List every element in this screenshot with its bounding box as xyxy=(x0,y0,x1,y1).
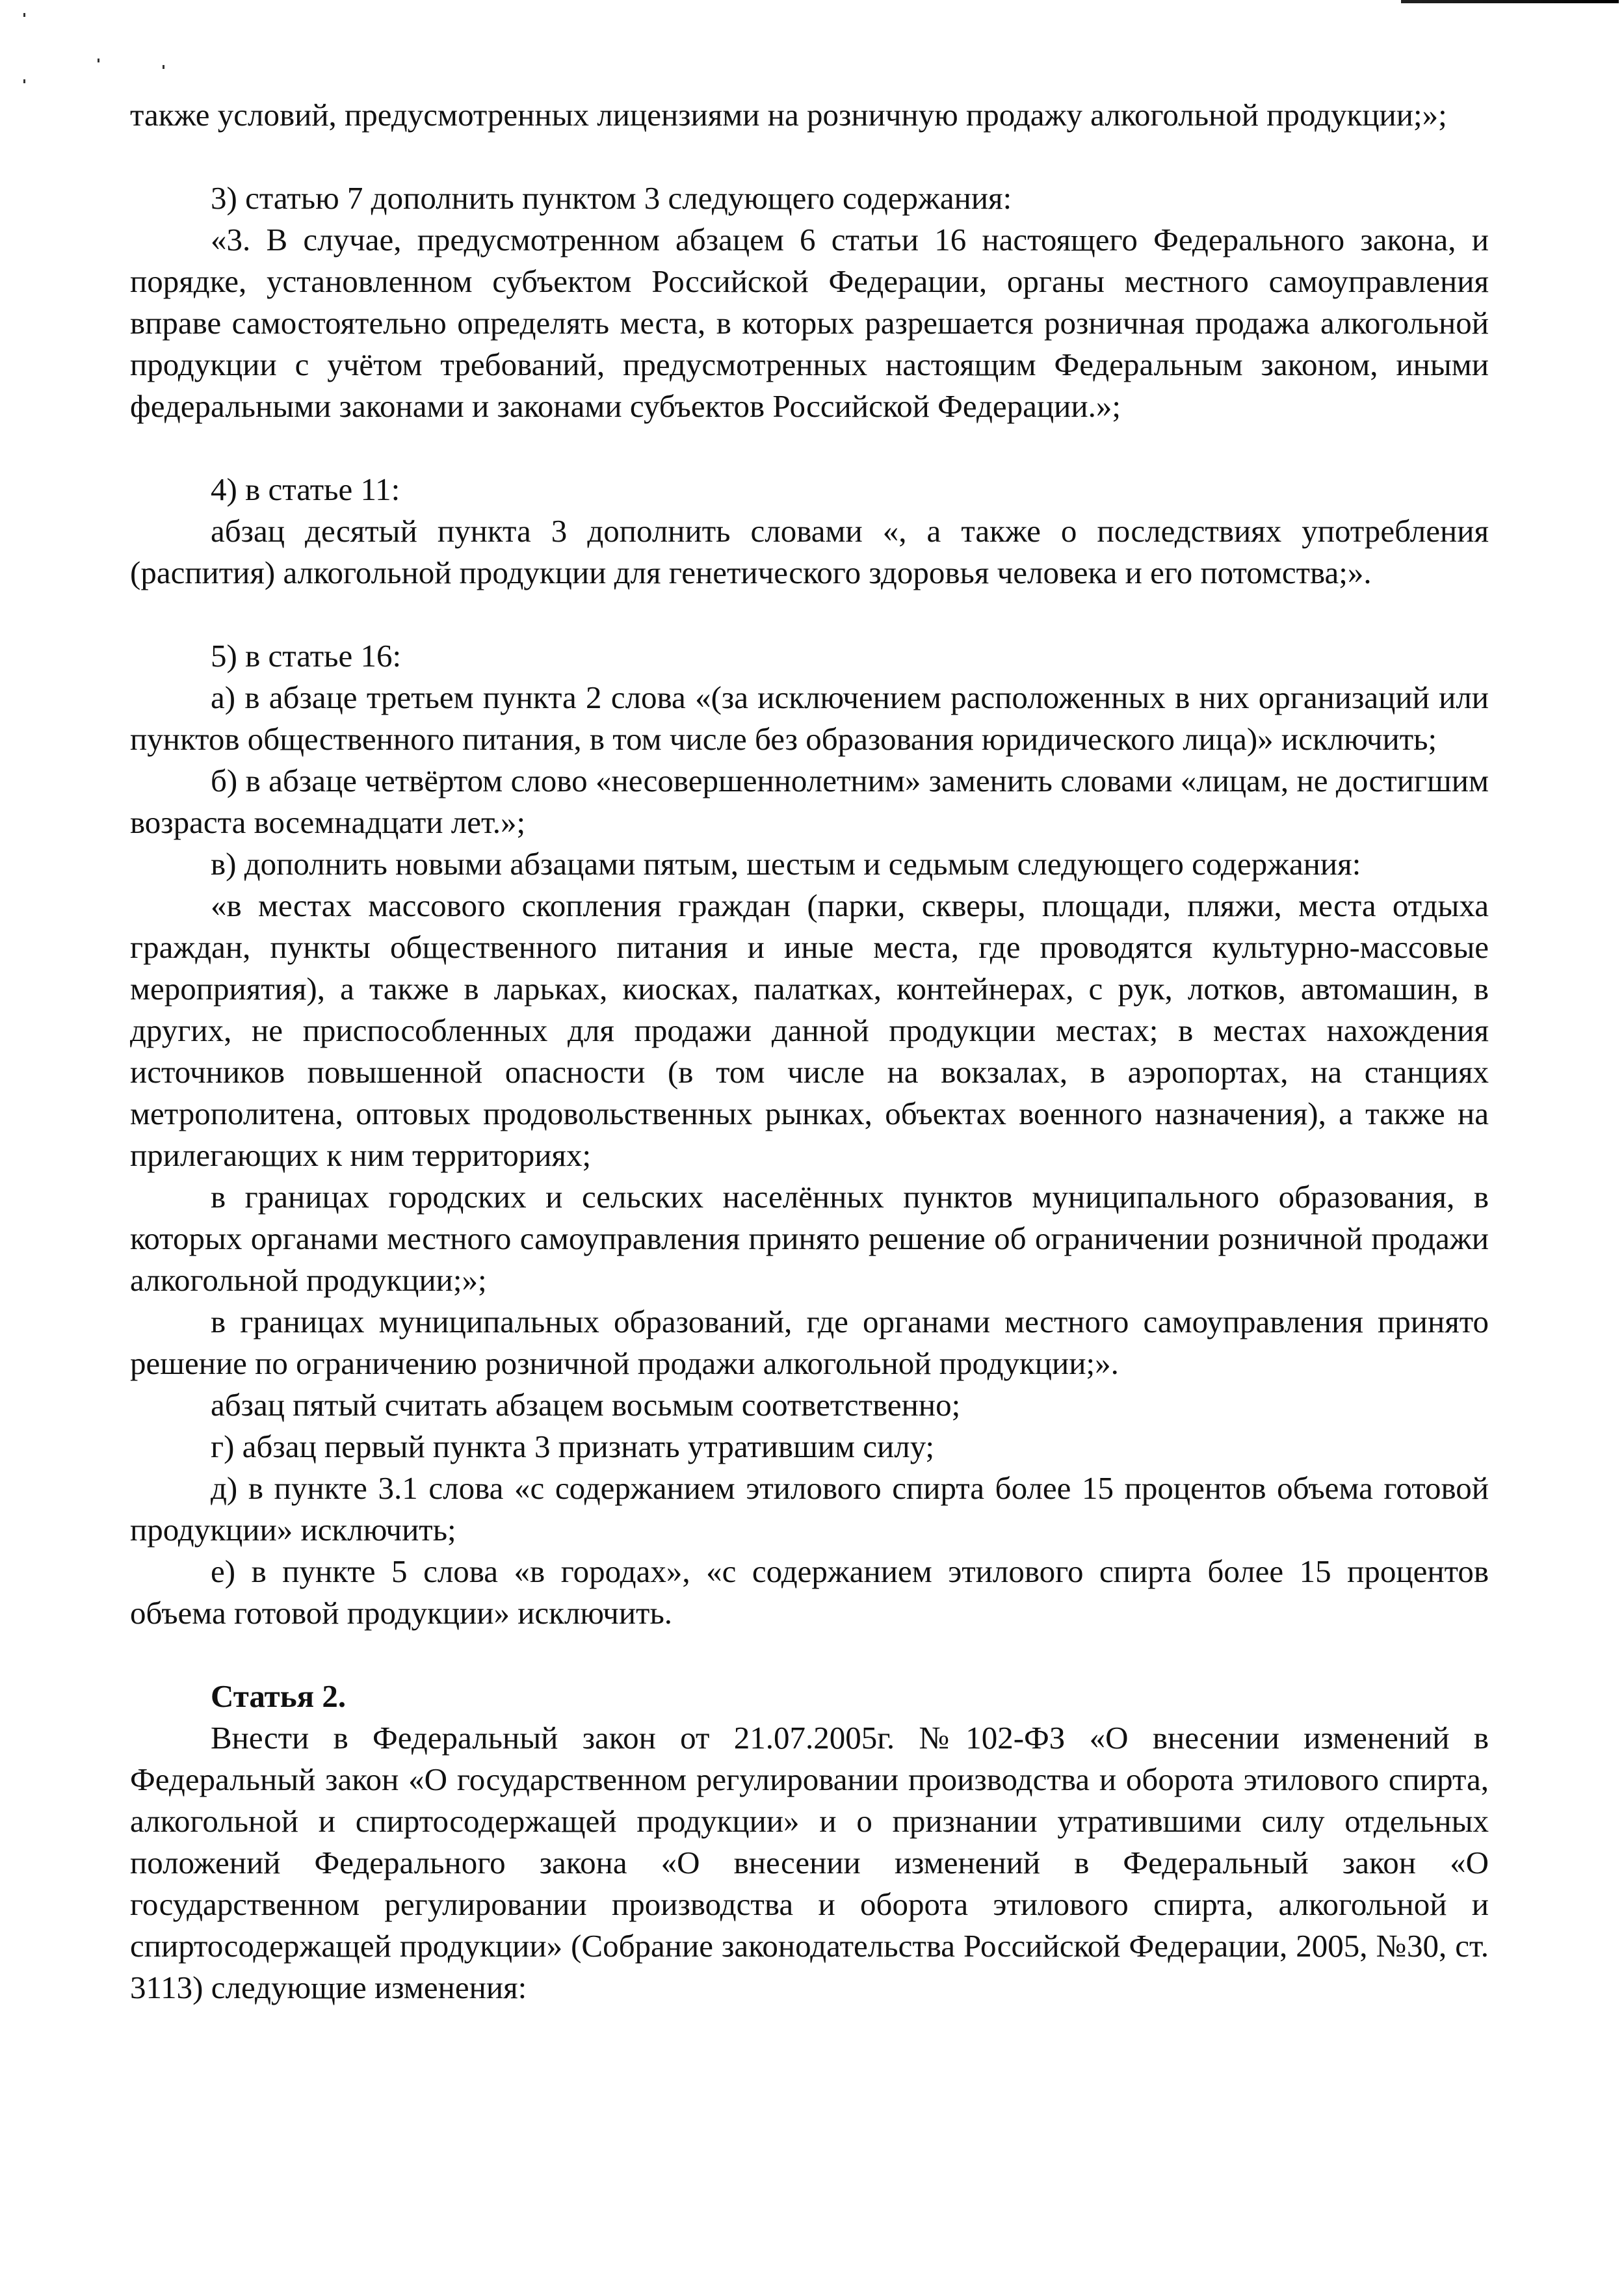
document-page xyxy=(130,94,1489,2009)
item-4-text: абзац десятый пункта 3 дополнить словами «, а также о последствиях употребления (распития) алкогольной продукции для генетического здоровья человека и его потомства;». xyxy=(130,513,1489,590)
item-5d: д) в пункте 3.1 слова «с содержанием этилового спирта более 15 процентов объема готовой продукции» исключить; xyxy=(130,1470,1489,1548)
item-5b: б) в абзаце четвёртом слово «несовершеннолетним» заменить словами «лицам, не достигшим возраста восемнадцати лет.»; xyxy=(130,763,1489,840)
item-3-heading: 3) статью 7 дополнить пунктом 3 следующего содержания: xyxy=(211,180,1012,216)
item-5v-quote-2: в границах городских и сельских населённых пунктов муниципального образования, в которых органами местного самоуправления принято решение об ограничении розничной продажи алкогольной продукции;»; xyxy=(130,1179,1489,1298)
scan-speck xyxy=(23,13,25,17)
scan-speck xyxy=(23,79,25,83)
item-5v: в) дополнить новыми абзацами пятым, шестым и седьмым следующего содержания: xyxy=(211,846,1361,882)
article-2-heading: Статья 2. xyxy=(211,1678,347,1714)
paragraph-continuation: также условий, предусмотренных лицензиями на розничную продажу алкогольной продукции;»; xyxy=(130,97,1447,133)
item-5e: е) в пункте 5 слова «в городах», «с содержанием этилового спирта более 15 процентов объема готовой продукции» исключить. xyxy=(130,1553,1489,1631)
article-2-text: Внести в Федеральный закон от 21.07.2005г. №102-ФЗ «О внесении изменений в Федеральный закон «О государственном регулировании производства и оборота этилового спирта, алкогольной и спиртосодержащей продукции» и о признании утратившими силу отдельных положений Федерального закона «О внесении изменений в Федеральный закон «О государственном регулировании производства и оборота этилового спирта, алкогольной и спиртосодержащей продукции» (Собрание законодательства Российской Федерации, 2005, №30, ст. 3113) следующие изменения: xyxy=(130,1720,1489,2005)
item-5v-renumber: абзац пятый считать абзацем восьмым соответственно; xyxy=(211,1387,961,1423)
item-4-heading: 4) в статье 11: xyxy=(211,471,400,507)
scan-speck xyxy=(163,65,164,69)
item-3-text: «3. В случае, предусмотренном абзацем 6 статьи 16 настоящего Федерального закона, и порядке, установленном субъектом Российской Федерации, органы местного самоуправления вправе самостоятельно определять места, в которых разрешается розничная продажа алкогольной продукции с учётом требований, предусмотренных настоящим Федеральным законом, иными федеральными законами и законами субъектов Российской Федерации.»; xyxy=(130,222,1489,424)
item-5g: г) абзац первый пункта 3 признать утратившим силу; xyxy=(211,1429,935,1464)
item-5a: а) в абзаце третьем пункта 2 слова «(за исключением расположенных в них организаций или пунктов общественного питания, в том числе без образования юридического лица)» исключить; xyxy=(130,679,1489,757)
scan-speck xyxy=(98,59,99,62)
item-5v-quote-1: «в местах массового скопления граждан (парки, скверы, площади, пляжи, места отдыха граждан, пункты общественного питания и иные места, где проводятся культурно-массовые мероприятия), а также в ларьках, киосках, палатках, контейнерах, с рук, лотков, автомашин, в других, не приспособленных для продажи данной продукции местах; в местах нахождения источников повышенной опасности (в том числе на вокзалах, в аэропортах, на станциях метрополитена, оптовых продовольственных рынках, объектах военного назначения), а также на прилегающих к ним территориях; xyxy=(130,888,1489,1173)
item-5-heading: 5) в статье 16: xyxy=(211,638,402,674)
scan-edge-mark xyxy=(1401,0,1619,3)
item-5v-quote-3: в границах муниципальных образований, где органами местного самоуправления принято решение по ограничению розничной продажи алкогольной продукции;». xyxy=(130,1304,1489,1381)
